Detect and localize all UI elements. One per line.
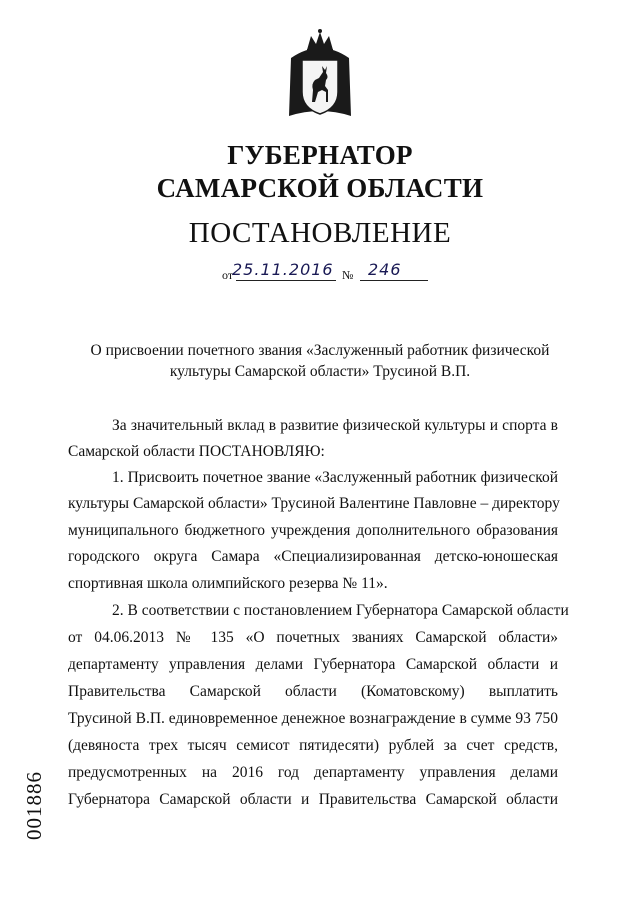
subject-line: О присвоении почетного звания «Заслуженный работник физической [90,342,550,359]
issuer-title: ГУБЕРНАТОР [227,140,413,170]
body-line: 1. Присвоить почетное звание «Заслуженный работник физической [112,469,558,486]
number-underline [360,280,428,281]
issuer-region: САМАРСКОЙ ОБЛАСТИ [156,173,484,203]
date-number-line [222,262,442,284]
date-prefix: от [222,268,234,282]
subject-line: культуры Самарской области» Трусиной В.П. [169,363,471,380]
document-subject [60,340,580,382]
body-line: спортивная школа олимпийского резерва № 11». [68,575,388,592]
handwritten-date: 25.11.2016 [232,260,334,279]
document-type-title: ПОСТАНОВЛЕНИЕ [188,217,452,249]
body-line: Самарской области ПОСТАНОВЛЯЮ: [68,443,325,460]
date-underline [236,280,336,281]
body-line: культуры Самарской области» Трусиной Валентине Павловне – директору [68,495,560,512]
body-line: департаменту управления делами Губернатора Самарской области и [68,656,558,673]
body-line: предусмотренных на 2016 год департаменту управления делами [68,764,558,781]
body-line: Губернатора Самарской области и Правительства Самарской области [68,791,558,808]
body-line: Правительства Самарской области (Коматовскому) выплатить [68,683,558,700]
body-line: 2. В соответствии с постановлением Губернатора Самарской области [112,602,569,619]
registration-stamp-number: 001886 [22,771,46,840]
number-prefix: № [342,268,354,282]
body-line: Трусиной В.П. единовременное денежное вознаграждение в сумме 93 750 [68,710,558,727]
body-line: За значительный вклад в развитие физической культуры и спорта в [112,417,558,434]
handwritten-number: 246 [368,260,402,279]
body-line: городского округа Самара «Специализированная детско-юношеская [68,548,558,565]
body-line: от 04.06.2013 № 135 «О почетных званиях Самарской области» [68,629,558,646]
body-line: муниципального бюджетного учреждения дополнительного образования [68,522,558,539]
body-line: (девяноста трех тысяч семисот пятидесяти) рублей за счет средств, [68,737,558,754]
samara-coat-of-arms-icon [285,28,355,123]
